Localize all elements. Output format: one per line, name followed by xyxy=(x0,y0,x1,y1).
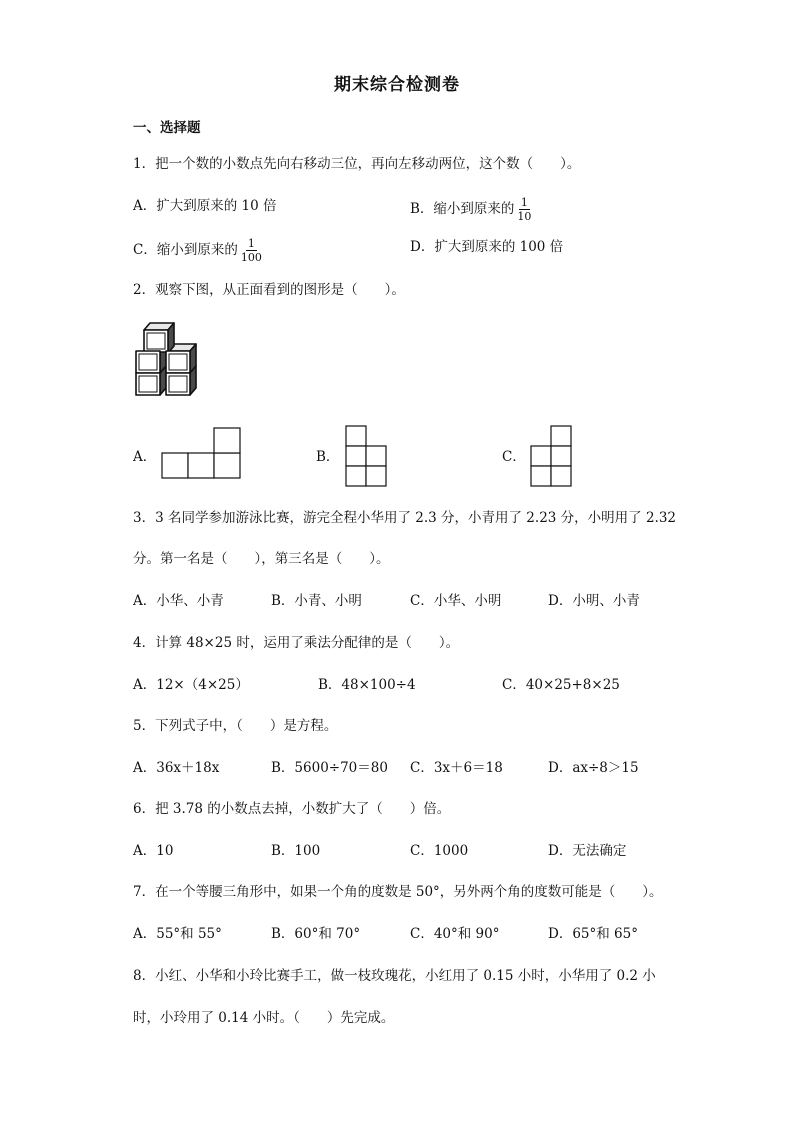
question-6-option-b[interactable]: B．100 xyxy=(271,843,321,859)
fraction-numerator: 1 xyxy=(247,237,255,250)
fraction xyxy=(515,196,533,223)
option-b-text: B．缩小到原来的 xyxy=(410,201,515,217)
question-6-option-c[interactable]: C．1000 xyxy=(410,843,469,859)
question-7-option-d[interactable]: D．65°和 65° xyxy=(548,926,638,942)
cube-stack-figure xyxy=(130,320,210,404)
question-4-option-b[interactable]: B．48×100÷4 xyxy=(318,677,416,693)
question-8-stem-line-2: 时，小玲用了 0.14 小时。（ ）先完成。 xyxy=(133,1010,395,1026)
question-3-option-b[interactable]: B．小青、小明 xyxy=(271,593,362,609)
option-a-figure xyxy=(161,428,241,480)
question-2-option-c[interactable]: C． xyxy=(502,449,526,465)
option-c-figure xyxy=(530,425,574,487)
question-6-stem: 6．把 3.78 的小数点去掉，小数扩大了（ ）倍。 xyxy=(133,801,451,817)
option-b-figure xyxy=(345,425,389,487)
question-6-option-a[interactable]: A．10 xyxy=(133,843,174,859)
question-2-option-a[interactable]: A． xyxy=(133,449,157,465)
question-7-stem: 7．在一个等腰三角形中，如果一个角的度数是 50°，另外两个角的度数可能是（ ）。 xyxy=(133,884,663,900)
question-1-option-b[interactable] xyxy=(410,196,533,223)
question-5-option-a[interactable]: A．36x＋18x xyxy=(133,760,220,776)
question-1-stem: 1．把一个数的小数点先向右移动三位，再向左移动两位，这个数（ ）。 xyxy=(133,156,581,172)
question-1-option-c[interactable] xyxy=(133,237,264,264)
section-heading: 一、选择题 xyxy=(133,120,201,136)
fraction xyxy=(239,237,264,264)
question-5-stem: 5．下列式子中，（ ）是方程。 xyxy=(133,718,338,734)
question-4-stem: 4．计算 48×25 时，运用了乘法分配律的是（ ）。 xyxy=(133,635,460,651)
question-3-option-c[interactable]: C．小华、小明 xyxy=(410,593,502,609)
question-8-stem-line-1: 8．小红、小华和小玲比赛手工，做一枝玫瑰花，小红用了 0.15 小时，小华用了 0.2 小 xyxy=(133,968,656,984)
question-1-option-a[interactable]: A．扩大到原来的 10 倍 xyxy=(133,198,277,214)
question-6-option-d[interactable]: D．无法确定 xyxy=(548,843,627,859)
page-title: 期末综合检测卷 xyxy=(334,75,460,95)
question-2-option-b[interactable]: B． xyxy=(316,449,340,465)
option-c-text: C．缩小到原来的 xyxy=(133,242,238,258)
question-5-option-b[interactable]: B．5600÷70＝80 xyxy=(271,760,388,776)
question-1-option-d[interactable]: D．扩大到原来的 100 倍 xyxy=(410,239,564,255)
question-7-option-b[interactable]: B．60°和 70° xyxy=(271,926,361,942)
question-7-option-a[interactable]: A．55°和 55° xyxy=(133,926,222,942)
question-5-option-c[interactable]: C．3x＋6＝18 xyxy=(410,760,503,776)
question-4-option-a[interactable]: A．12×（4×25） xyxy=(133,677,249,693)
question-3-option-d[interactable]: D．小明、小青 xyxy=(548,593,640,609)
question-2-stem: 2．观察下图，从正面看到的图形是（ ）。 xyxy=(133,282,405,298)
question-3-stem-line-1: 3．3 名同学参加游泳比赛，游完全程小华用了 2.3 分，小青用了 2.23 分，小明用了 2.32 xyxy=(133,510,677,526)
question-5-option-d[interactable]: D．ax÷8＞15 xyxy=(548,760,639,776)
question-7-option-c[interactable]: C．40°和 90° xyxy=(410,926,500,942)
question-3-option-a[interactable]: A．小华、小青 xyxy=(133,593,224,609)
fraction-numerator: 1 xyxy=(520,196,528,209)
question-3-stem-line-2: 分。第一名是（ ），第三名是（ ）。 xyxy=(133,551,390,567)
fraction-denominator: 100 xyxy=(240,251,262,264)
fraction-denominator: 10 xyxy=(517,210,532,223)
question-4-option-c[interactable]: C．40×25+8×25 xyxy=(502,677,620,693)
